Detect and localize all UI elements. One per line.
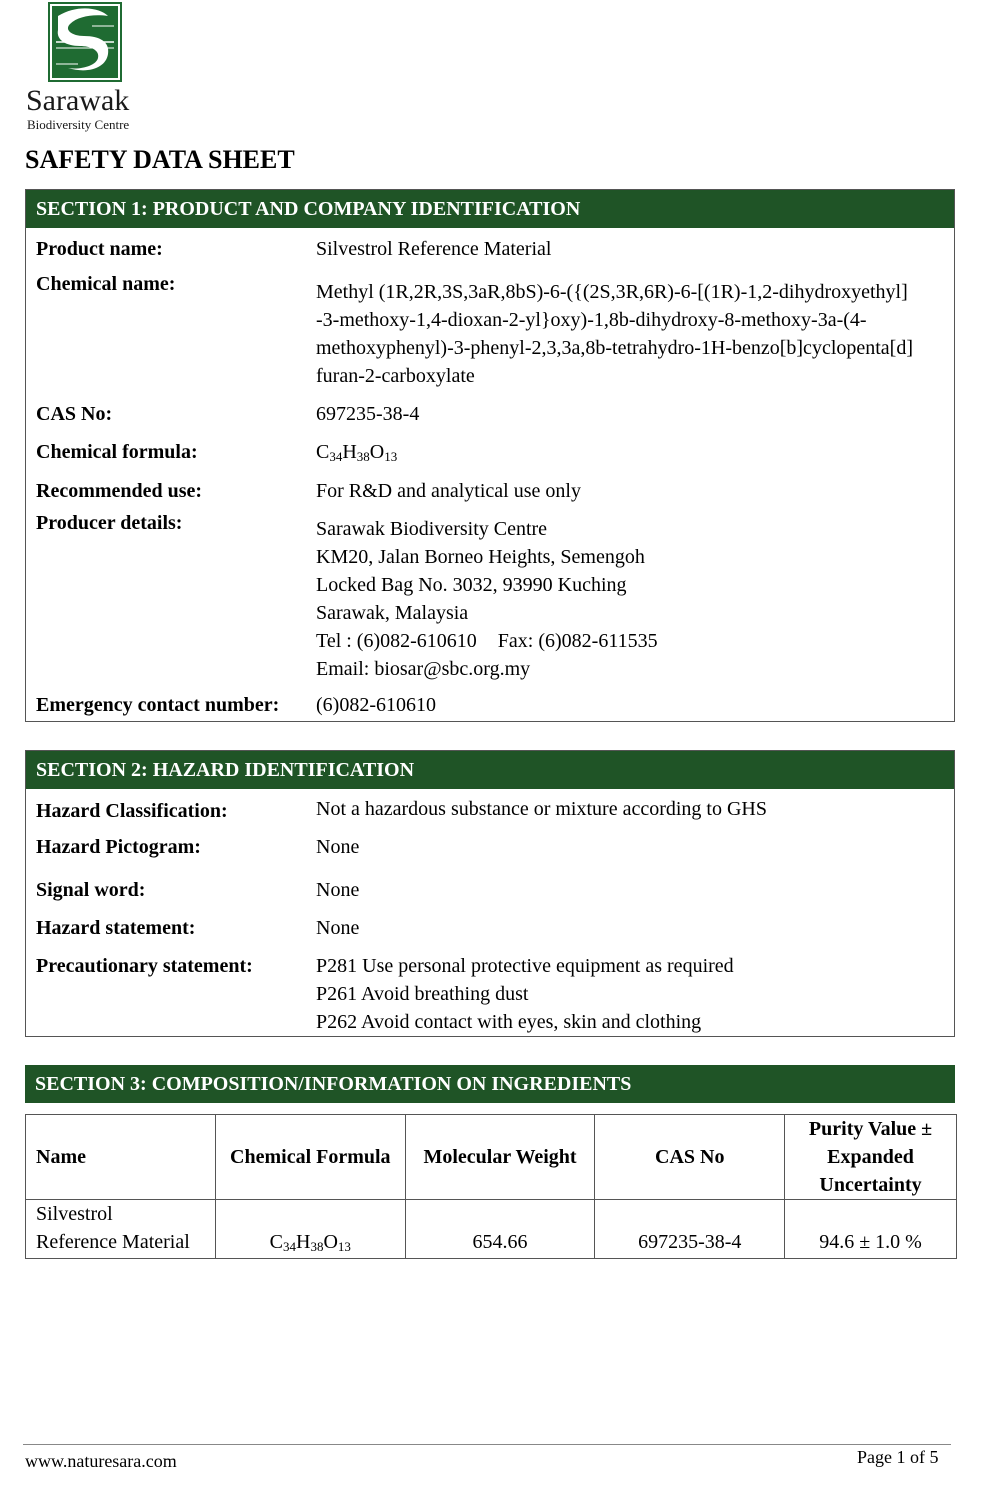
logo-name: Sarawak xyxy=(26,84,130,117)
section-3-heading: SECTION 3: COMPOSITION/INFORMATION ON INGREDIENTS xyxy=(25,1065,955,1103)
hazard-pictogram-label: Hazard Pictogram: xyxy=(36,836,201,858)
signal-word-value: None xyxy=(316,879,360,901)
purity-header-line: Expanded xyxy=(827,1146,914,1168)
section-2-heading: SECTION 2: HAZARD IDENTIFICATION xyxy=(26,751,954,789)
hazard-statement-value: None xyxy=(316,917,360,939)
section-2 xyxy=(25,750,955,1037)
cell-cas: 697235-38-4 xyxy=(595,1200,785,1259)
cell-name xyxy=(26,1200,216,1259)
composition-table xyxy=(25,1114,957,1259)
product-name-value: Silvestrol Reference Material xyxy=(316,238,552,260)
precautionary-line: P261 Avoid breathing dust xyxy=(316,983,529,1005)
formula-h-count: 38 xyxy=(310,1239,324,1254)
section-1-heading: SECTION 1: PRODUCT AND COMPANY IDENTIFICATION xyxy=(26,190,954,228)
column-header-purity xyxy=(785,1115,957,1200)
producer-email: Email: biosar@sbc.org.my xyxy=(316,658,531,680)
producer-fax: Fax: (6)082-611535 xyxy=(497,630,658,652)
chemical-name-label: Chemical name: xyxy=(36,273,176,295)
sbc-logo-icon xyxy=(48,2,122,82)
chemical-name-line: Methyl (1R,2R,3S,3aR,8bS)-6-({(2S,3R,6R)-6-[(1R)-1,2-dihydroxyethyl] xyxy=(316,281,908,303)
footer-website[interactable]: www.naturesara.com xyxy=(25,1451,177,1471)
signal-word-label: Signal word: xyxy=(36,879,146,901)
chemical-name-value xyxy=(316,278,946,390)
precautionary-label: Precautionary statement: xyxy=(36,955,253,977)
cell-name-line: Reference Material xyxy=(36,1231,190,1253)
column-header-mw: Molecular Weight xyxy=(405,1115,595,1200)
producer-line: KM20, Jalan Borneo Heights, Semengoh xyxy=(316,546,645,568)
hazard-classification-label: Hazard Classification: xyxy=(36,800,228,822)
cas-value: 697235-38-4 xyxy=(316,403,420,425)
cell-purity: 94.6 ± 1.0 % xyxy=(785,1200,957,1259)
table-row xyxy=(26,1200,957,1259)
formula-c: C xyxy=(269,1231,284,1253)
logo-subtitle: Biodiversity Centre xyxy=(27,117,130,132)
document-title: SAFETY DATA SHEET xyxy=(25,145,295,174)
cell-formula xyxy=(215,1200,405,1259)
producer-line: Sarawak Biodiversity Centre xyxy=(316,518,548,540)
recommended-use-label: Recommended use: xyxy=(36,480,203,502)
cell-mw: 654.66 xyxy=(405,1200,595,1259)
formula-c-count: 34 xyxy=(283,1239,297,1254)
emergency-value: (6)082-610610 xyxy=(316,694,436,716)
section-1 xyxy=(25,189,955,722)
formula-o-count: 13 xyxy=(337,1239,351,1254)
chemical-name-line: furan-2-carboxylate xyxy=(316,365,475,387)
formula-o: O xyxy=(323,1231,338,1253)
formula-h-count: 38 xyxy=(356,449,370,464)
emergency-label: Emergency contact number: xyxy=(36,694,280,716)
formula-c-count: 34 xyxy=(329,449,343,464)
column-header-formula: Chemical Formula xyxy=(215,1115,405,1200)
hazard-pictogram-value: None xyxy=(316,836,360,858)
chemical-name-line: methoxyphenyl)-3-phenyl-2,3,3a,8b-tetrahydro-1H-benzo[b]cyclopenta[d] xyxy=(316,337,914,359)
purity-header-line: Purity Value ± xyxy=(808,1118,933,1140)
formula-o-count: 13 xyxy=(384,449,398,464)
cas-label: CAS No: xyxy=(36,403,113,425)
formula-value xyxy=(316,438,946,466)
product-name-label: Product name: xyxy=(36,238,163,260)
sbc-logo xyxy=(26,2,151,132)
cell-name-line: Silvestrol xyxy=(36,1203,113,1225)
formula-c: C xyxy=(316,441,330,463)
precautionary-value xyxy=(316,952,946,1036)
hazard-statement-label: Hazard statement: xyxy=(36,917,196,939)
section-3 xyxy=(25,1065,955,1103)
formula-h: H xyxy=(342,441,357,463)
producer-line: Sarawak, Malaysia xyxy=(316,602,469,624)
precautionary-line: P281 Use personal protective equipment as required xyxy=(316,955,734,977)
precautionary-line: P262 Avoid contact with eyes, skin and clothing xyxy=(316,1011,702,1033)
chemical-name-line: -3-methoxy-1,4-dioxan-2-yl}oxy)-1,8b-dihydroxy-8-methoxy-3a-(4- xyxy=(316,309,867,331)
producer-value xyxy=(316,515,946,683)
producer-label: Producer details: xyxy=(36,512,183,534)
column-header-name: Name xyxy=(26,1115,216,1200)
producer-line: Locked Bag No. 3032, 93990 Kuching xyxy=(316,574,627,596)
producer-phone-line xyxy=(316,627,946,655)
purity-header-line: Uncertainty xyxy=(819,1174,922,1196)
formula-h: H xyxy=(296,1231,311,1253)
recommended-use-value: For R&D and analytical use only xyxy=(316,480,581,502)
producer-tel: Tel : (6)082-610610 xyxy=(316,630,477,652)
hazard-classification-value: Not a hazardous substance or mixture according to GHS xyxy=(316,798,767,820)
formula-o: O xyxy=(369,441,385,463)
footer-divider xyxy=(23,1444,951,1445)
footer-page-number: Page 1 of 5 xyxy=(857,1447,939,1467)
column-header-cas: CAS No xyxy=(595,1115,785,1200)
formula-label: Chemical formula: xyxy=(36,441,198,463)
table-header-row xyxy=(26,1115,957,1200)
